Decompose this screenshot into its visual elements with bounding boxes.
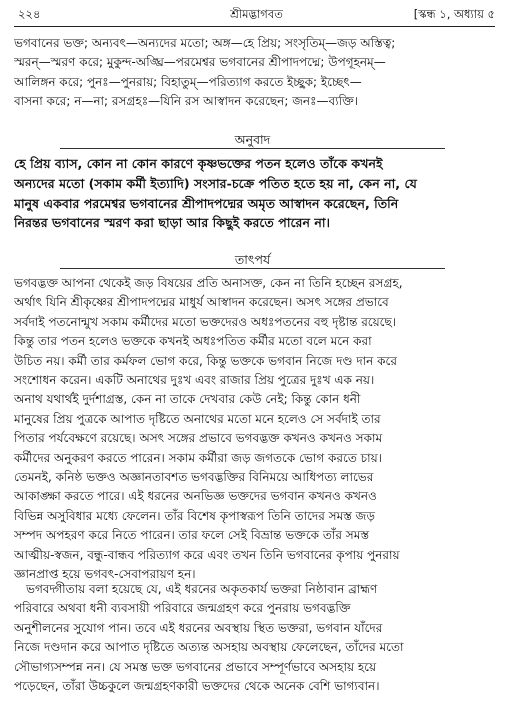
purport-line: অর্থাৎ যিনি শ্রীকৃষ্ণের শ্রীপাদপদ্মের মাধুর্য আস্বাদন করেছেন। অসৎ সঙ্গের প্রভাবে (14, 295, 389, 310)
translation-line: নিরন্তর ভগবানের স্মরণ করা ছাড়া আর কিছুই করতে পারেন না। (14, 215, 331, 231)
purport-paragraph (14, 274, 493, 585)
translation-paragraph (14, 154, 493, 233)
purport-paragraph-2 (14, 580, 493, 696)
purport2-line: পড়েছেন, তাঁরা উচ্চকুলে জন্মগ্রহণকারী ভক্তদের থেকে অনেক বেশি ভাগ্যবান। (14, 679, 380, 694)
purport-line: সংশোধন করেন। একটি অনাথের দুঃখ এবং রাজার প্রিয় পুত্রের দুঃখ এক নয়। (14, 373, 375, 388)
purport2-line: অনুশীলনের সুযোগ পান। তবে এই ধরনের অবস্থায় স্থিত ভক্তরা, ভগবান যাঁদের (14, 620, 383, 635)
translation-heading-rule (60, 148, 445, 149)
translation-line: হে প্রিয় ব্যাস, কোন না কোন কারণে কৃষ্ণভক্তের পতন হলেও তাঁকে কখনই (14, 156, 383, 171)
purport2-line: সৌভাগ্যসম্পন্ন নন। যে সমস্ত ভক্ত ভগবানের প্রভাবে সম্পূর্ণভাবে অসহায় হয়ে (14, 659, 377, 674)
chapter-info: [স্কন্ধ ১, অধ্যায় ৫ (413, 7, 495, 21)
purport2-line: ভগবদ্গীতায় বলা হয়েছে যে, এই ধরনের অকৃতকার্য ভক্তরা নিষ্ঠাবান ব্রাহ্মণ (26, 582, 378, 596)
translation-line: মানুষ একবার পরমেশ্বর ভগবানের শ্রীপাদপদ্মের অমৃত আস্বাদন করেছেন, তিনি (14, 195, 399, 211)
purport-line: জ্ঞানপ্রাপ্ত হয়ে ভগবৎ-সেবাপরায়ণ হন। (14, 567, 196, 582)
purport-heading: তাৎপর্য (234, 252, 271, 267)
purport-line: অনাথ যথার্থই দুর্দশাগ্রস্ত, কেন না তাকে দেখবার কেউ নেই; কিন্তু কোন ধনী (14, 392, 361, 407)
synonyms-line: ভগবানের ভক্ত; অন্যবৎ—অন্যদের মতো; অঙ্গ—হে প্রিয়; সংসৃতিম্—জড় অস্তিত্ব; (14, 36, 396, 50)
purport-line: আত্মীয়-স্বজন, বন্ধু-বান্ধব পরিত্যাগ করে এবং তখন তিনি ভগবানের কৃপায় পুনরায় (14, 547, 400, 562)
purport-line: কিন্তু তার পতন হলেও ভক্তকে কখনই অধঃপতিত কর্মীর মতো বলে মনে করা (14, 334, 372, 349)
purport-line: তেমনই, কনিষ্ঠ ভক্তও অজ্ঞানতাবশত ভগবদ্ভক্তির বিনিময়ে আধিপত্য লাভের (14, 470, 374, 485)
synonyms-paragraph (14, 34, 493, 112)
translation-heading: অনুবাদ (234, 132, 271, 147)
synonyms-line: বাসনা করে; ন—না; রসগ্রহঃ—যিনি রস আস্বাদন করেছেন; জনঃ—ব্যক্তি। (14, 94, 359, 109)
purport-line: পিতার পর্যবেক্ষণে রয়েছে। অসৎ সঙ্গের প্রভাবে ভগবদ্ভক্ত কখনও কখনও সকাম (14, 431, 383, 446)
purport-line: ভগবদ্ভক্ত আপনা থেকেই জড় বিষয়ের প্রতি অনাসক্ত, কেন না তিনি হচ্ছেন রসগ্রহ, (14, 276, 403, 290)
book-title: শ্রীমদ্ভাগবত (230, 7, 283, 21)
translation-line: অন্যদের মতো (সকাম কর্মী ইত্যাদি) সংসার-চক্রে পতিত হতে হয় না, কেন না, যে (14, 175, 417, 191)
purport-line: কর্মীদের অনুকরণ করতে পারেন। সকাম কর্মীরা জড় জগতকে ভোগ করতে চায়। (14, 450, 382, 465)
synonyms-line: স্মরন্—স্মরণ করে; মুকুন্দ-অঙ্ঘ্রি—পরমেশ্বর ভগবানের শ্রীপাদপদ্মে; উপগূহনম্— (14, 55, 386, 70)
synonyms-line: আলিঙ্গন করে; পুনঃ—পুনরায়; বিহাতুম্—পরিত্যাগ করতে ইচ্ছুক; ইচ্ছেৎ— (14, 74, 362, 89)
purport-line: মানুষের প্রিয় পুত্রকে আপাত দৃষ্টিতে অনাথের মতো মনে হলেও সে সর্বদাই তার (14, 411, 381, 426)
purport-line: আকাঙ্ক্ষা করতে পারে। এই ধরনের অনভিজ্ঞ ভক্তদের ভগবান কখনও কখনও (14, 489, 377, 504)
purport2-line: নিজে দণ্ডদান করে আপাত দৃষ্টিতে অত্যন্ত অসহায় অবস্থায় ফেলেছেন, তাঁদের মতো (14, 640, 404, 655)
purport-line: উচিত নয়। কর্মী তার কর্মফল ভোগ করে, কিন্তু ভক্তকে ভগবান নিজে দণ্ড দান করে (14, 353, 397, 368)
purport-line: বিভিন্ন অসুবিধার মধ্যে ফেলেন। তাঁর বিশেষ কৃপাস্বরূপ তিনি তাদের সমস্ত জড় (14, 508, 375, 523)
purport2-line: পরিবারে অথবা ধনী ব্যবসায়ী পরিবারে জন্মগ্রহণ করে পুনরায় ভগবদ্ভক্তি (14, 601, 351, 616)
header-rule (14, 26, 495, 27)
purport-heading-rule (60, 268, 445, 269)
purport-line: সম্পদ অপহরণ করে নিতে পারেন। তার ফলে সেই বিভ্রান্ত ভক্তকে তাঁর সমস্ত (14, 528, 369, 543)
purport-line: সর্বদাই পতনোন্মুখ সকাম কর্মীদের মতো ভক্তদেরও অধঃপতনের বহু দৃষ্টান্ত রয়েছে। (14, 314, 397, 329)
page-number: ২২৪ (18, 7, 41, 21)
running-header (18, 6, 495, 24)
